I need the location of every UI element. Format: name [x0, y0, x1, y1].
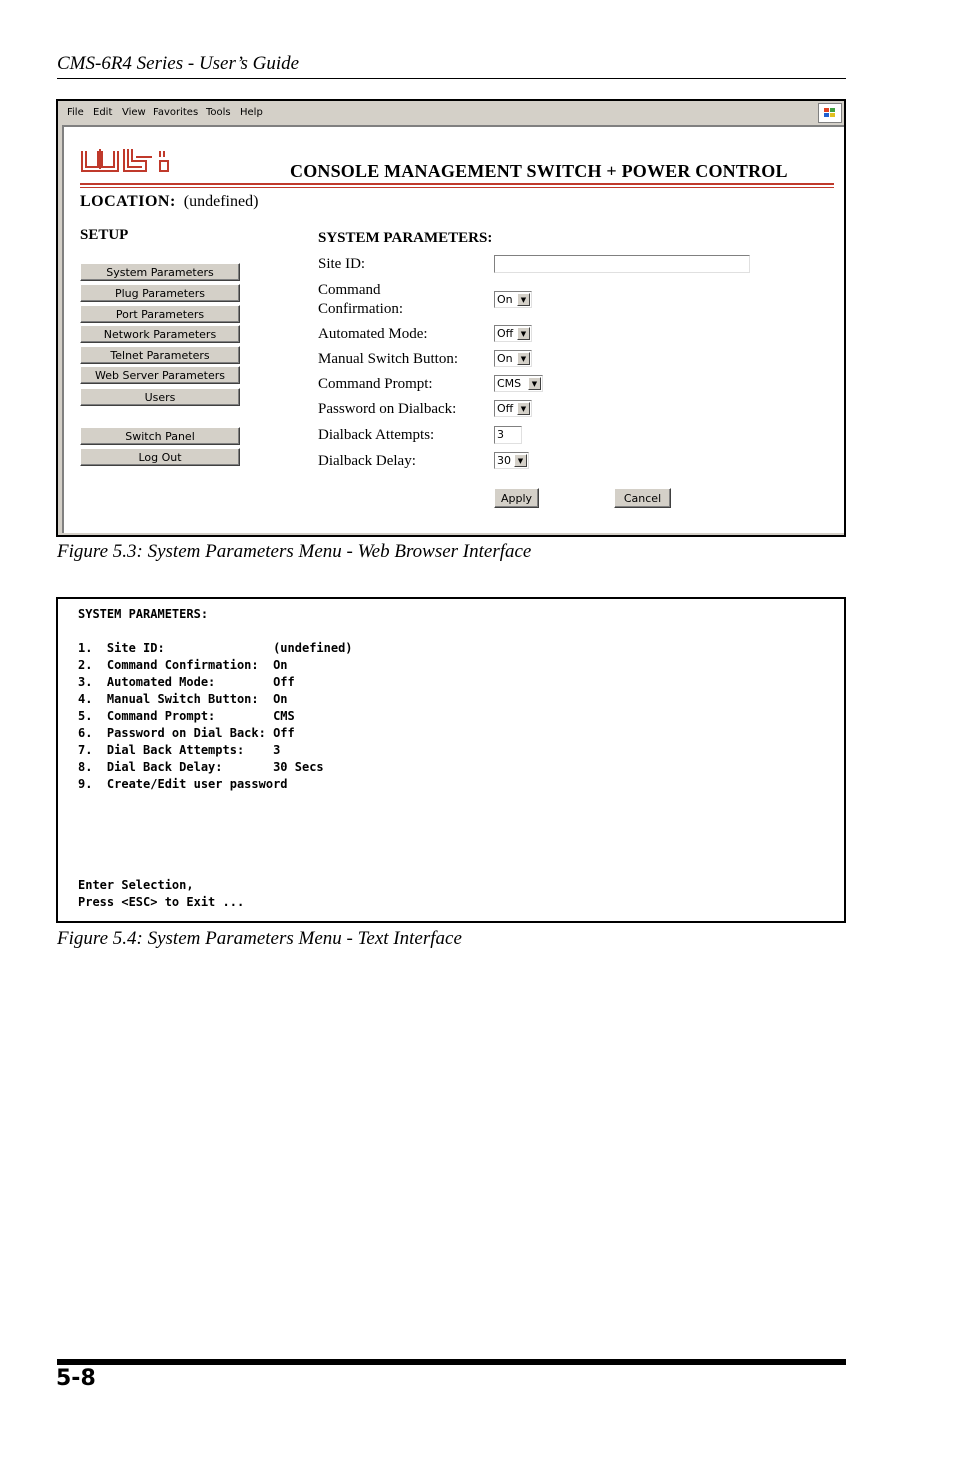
password-on-dialback-label: Password on Dialback: [318, 401, 457, 417]
terminal-line: 6. Password on Dial Back: Off [78, 726, 295, 740]
dropdown-arrow-icon[interactable]: ▼ [517, 402, 530, 415]
terminal-line: 9. Create/Edit user password [78, 777, 288, 791]
command-prompt-label: Command Prompt: [318, 376, 433, 392]
menu-view[interactable]: View [122, 107, 146, 118]
terminal-prompt: Enter Selection, [78, 878, 194, 892]
nav-port-parameters[interactable]: Port Parameters [80, 305, 240, 323]
dropdown-arrow-icon[interactable]: ▼ [517, 352, 530, 365]
dropdown-arrow-icon[interactable]: ▼ [517, 293, 530, 306]
browser-menubar [58, 101, 844, 124]
nav-log-out[interactable]: Log Out [80, 448, 240, 466]
terminal-title: SYSTEM PARAMETERS: [78, 607, 209, 621]
command-confirmation-select[interactable] [494, 291, 532, 308]
nav-network-parameters[interactable]: Network Parameters [80, 325, 240, 343]
location [80, 193, 258, 211]
terminal-line: 1. Site ID: (undefined) [78, 641, 353, 655]
product-title: CONSOLE MANAGEMENT SWITCH + POWER CONTROL [290, 161, 788, 181]
terminal-line: 5. Command Prompt: CMS [78, 709, 295, 723]
cancel-button[interactable]: Cancel [614, 488, 671, 508]
nav-plug-parameters[interactable]: Plug Parameters [80, 284, 240, 302]
location-value: (undefined) [183, 193, 259, 210]
terminal-line: 3. Automated Mode: Off [78, 675, 295, 689]
form-title: SYSTEM PARAMETERS: [318, 230, 493, 246]
menu-help[interactable]: Help [240, 107, 263, 118]
manual-switch-button-value: On [497, 352, 513, 365]
terminal-line: 8. Dial Back Delay: 30 Secs [78, 760, 324, 774]
menu-file[interactable]: File [67, 107, 84, 118]
windows-flag-icon [818, 103, 842, 123]
nav-switch-panel[interactable]: Switch Panel [80, 427, 240, 445]
footer-rule [57, 1359, 846, 1365]
text-interface [56, 597, 846, 923]
header-rule-thin [80, 187, 834, 188]
command-prompt-value: CMS [497, 377, 522, 390]
command-confirmation-value: On [497, 293, 513, 306]
command-prompt-select[interactable] [494, 375, 543, 392]
page-number: 5-8 [56, 1366, 96, 1391]
terminal-line: 2. Command Confirmation: On [78, 658, 288, 672]
setup-heading: SETUP [80, 227, 129, 243]
terminal-line: 7. Dial Back Attempts: 3 [78, 743, 281, 757]
dialback-attempts-label: Dialback Attempts: [318, 427, 435, 443]
automated-mode-value: Off [497, 327, 514, 340]
automated-mode-label: Automated Mode: [318, 326, 428, 342]
dialback-delay-label: Dialback Delay: [318, 453, 416, 469]
nav-system-parameters[interactable]: System Parameters [80, 263, 240, 281]
dropdown-arrow-icon[interactable]: ▼ [528, 377, 541, 390]
command-confirmation-label-2: Confirmation: [318, 301, 403, 317]
dropdown-arrow-icon[interactable]: ▼ [514, 454, 527, 467]
menu-favorites[interactable]: Favorites [153, 107, 199, 118]
nav-web-server-parameters[interactable]: Web Server Parameters [80, 366, 240, 384]
menu-tools[interactable]: Tools [206, 107, 231, 118]
terminal-prompt: Press <ESC> to Exit ... [78, 895, 245, 909]
manual-switch-button-label: Manual Switch Button: [318, 351, 458, 367]
browser-window [56, 99, 846, 537]
dialback-delay-select[interactable] [494, 452, 529, 469]
figure-5-3-caption: Figure 5.3: System Parameters Menu - Web Browser Interface [57, 541, 532, 562]
nav-users[interactable]: Users [80, 388, 240, 406]
location-label: LOCATION: [80, 193, 176, 210]
manual-switch-button-select[interactable] [494, 350, 532, 367]
dialback-delay-value: 30 [497, 454, 511, 467]
wti-logo [80, 147, 176, 181]
password-on-dialback-value: Off [497, 402, 514, 415]
terminal-line: 4. Manual Switch Button: On [78, 692, 288, 706]
browser-page [62, 125, 844, 533]
nav-telnet-parameters[interactable]: Telnet Parameters [80, 346, 240, 364]
running-header: CMS-6R4 Series - User’s Guide [57, 52, 846, 79]
command-confirmation-label-1: Command [318, 282, 381, 298]
header-rule [80, 183, 834, 185]
automated-mode-select[interactable] [494, 325, 532, 342]
dialback-attempts-input[interactable]: 3 [494, 426, 522, 444]
menu-edit[interactable]: Edit [93, 107, 113, 118]
dropdown-arrow-icon[interactable]: ▼ [517, 327, 530, 340]
password-on-dialback-select[interactable] [494, 400, 532, 417]
apply-button[interactable]: Apply [494, 488, 539, 508]
figure-5-4-caption: Figure 5.4: System Parameters Menu - Text Interface [57, 928, 462, 949]
site-id-input[interactable] [494, 255, 750, 273]
site-id-label: Site ID: [318, 256, 366, 272]
